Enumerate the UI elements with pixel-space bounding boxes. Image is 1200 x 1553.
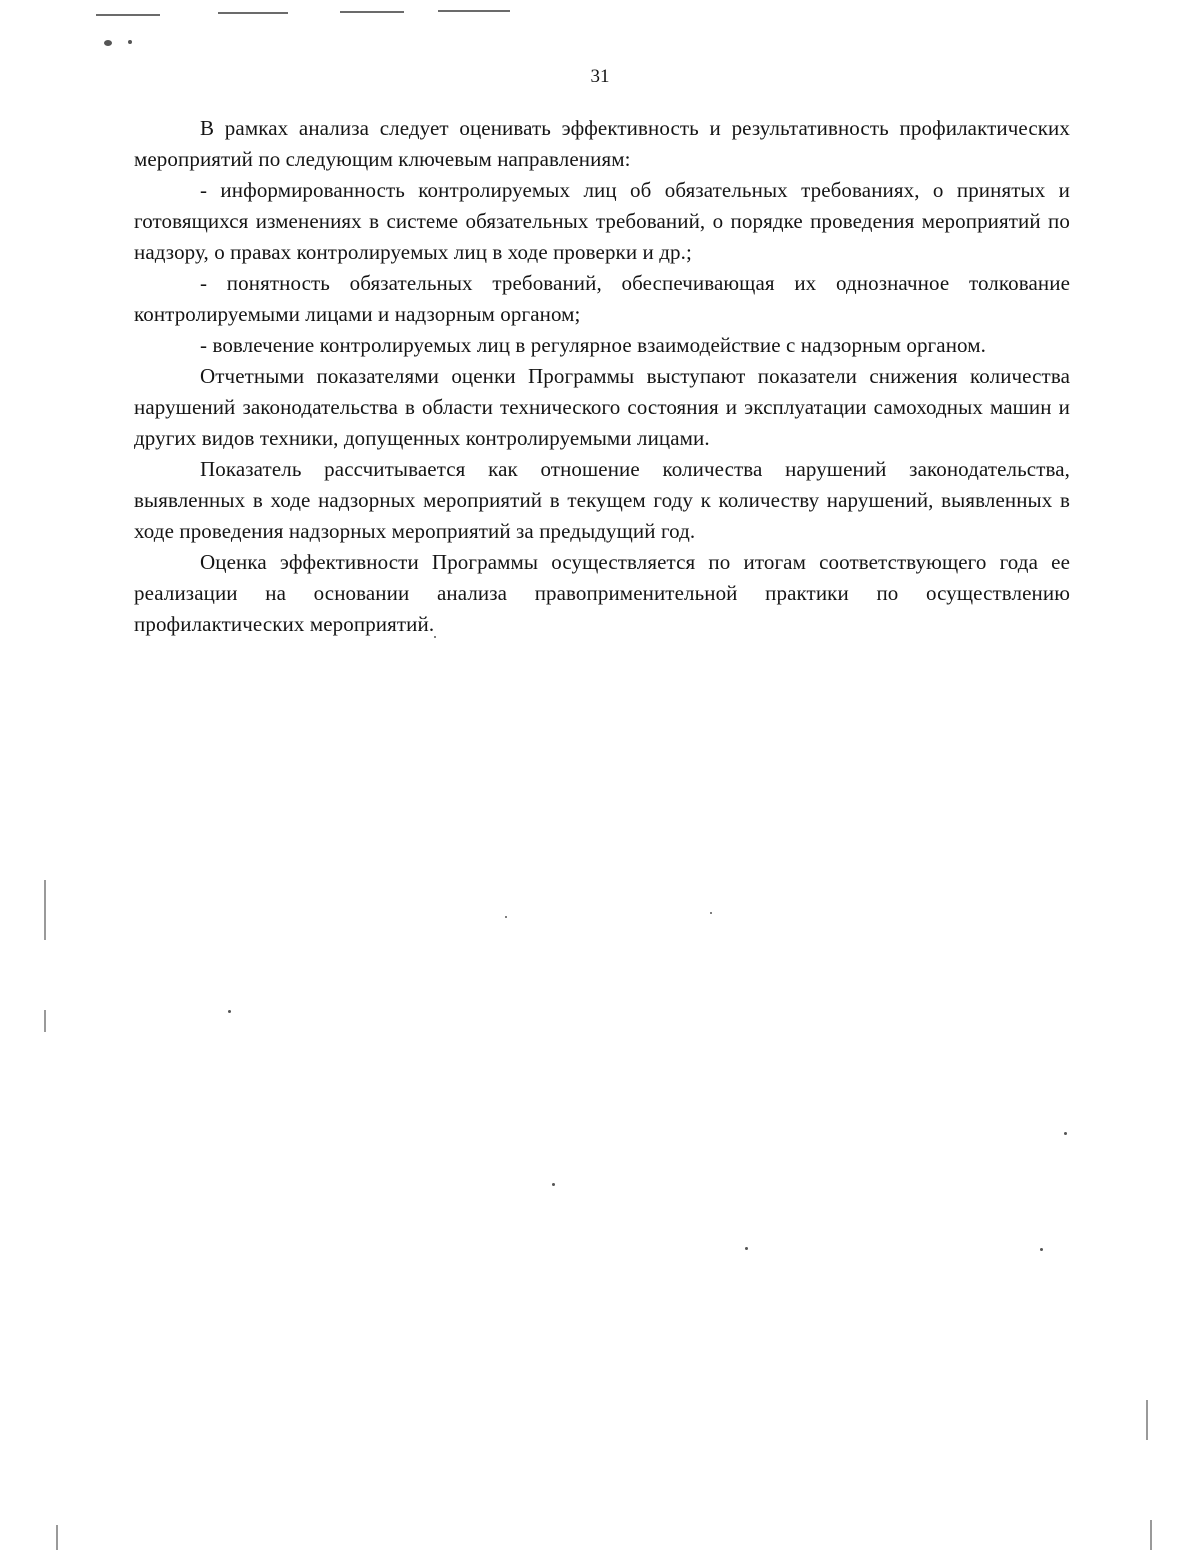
list-item: - вовлечение контролируемых лиц в регулярное взаимодействие с надзорным органом. — [200, 333, 986, 357]
scan-speck — [1040, 1248, 1043, 1251]
scan-speck — [228, 1010, 231, 1013]
scan-speck — [710, 912, 712, 914]
scan-artifact-line — [340, 11, 404, 13]
scan-speck — [552, 1183, 555, 1186]
paragraph: В рамках анализа следует оценивать эффективность и результативность профилактических мероприятий по следующим ключевым направлениям: — [134, 116, 1070, 171]
page-number: 31 — [590, 66, 610, 87]
list-item: - информированность контролируемых лиц об обязательных требованиях, о принятых и готовящихся изменениях в системе обязательных требований, о порядке проведения мероприятий по надзору, о правах контролируемых лиц в ходе проверки и др.; — [134, 178, 1070, 264]
scan-speck — [505, 916, 507, 918]
scan-speck — [745, 1247, 748, 1250]
scan-artifact-line — [96, 14, 160, 16]
scan-artifact-line — [218, 12, 288, 14]
scan-artifact-line — [44, 1010, 46, 1032]
document-body — [134, 113, 1070, 640]
paragraph: Показатель рассчитывается как отношение количества нарушений законодательства, выявленных в ходе надзорных мероприятий в текущем году к количеству нарушений, выявленных в ходе проведения надзорных мероприятий за предыдущий год. — [134, 457, 1070, 543]
list-item: - понятность обязательных требований, обеспечивающая их однозначное толкование контролируемыми лицами и надзорным органом; — [134, 271, 1070, 326]
scan-speck — [1064, 1132, 1067, 1135]
scan-speck — [128, 40, 132, 44]
scan-artifact-line — [44, 880, 46, 940]
scan-artifact-line — [56, 1525, 58, 1550]
scan-artifact-line — [1146, 1400, 1148, 1440]
scan-artifact-line — [1150, 1520, 1152, 1550]
paragraph: Отчетными показателями оценки Программы выступают показатели снижения количества нарушений законодательства в области технического состояния и эксплуатации самоходных машин и других видов техники, допущенных контролируемыми лицами. — [134, 364, 1070, 450]
paragraph: Оценка эффективности Программы осуществляется по итогам соответствующего года ее реализации на основании анализа правоприменительной практики по осуществлению профилактических мероприятий. — [134, 550, 1070, 636]
scan-artifact-line — [438, 10, 510, 12]
scan-speck — [104, 40, 112, 46]
